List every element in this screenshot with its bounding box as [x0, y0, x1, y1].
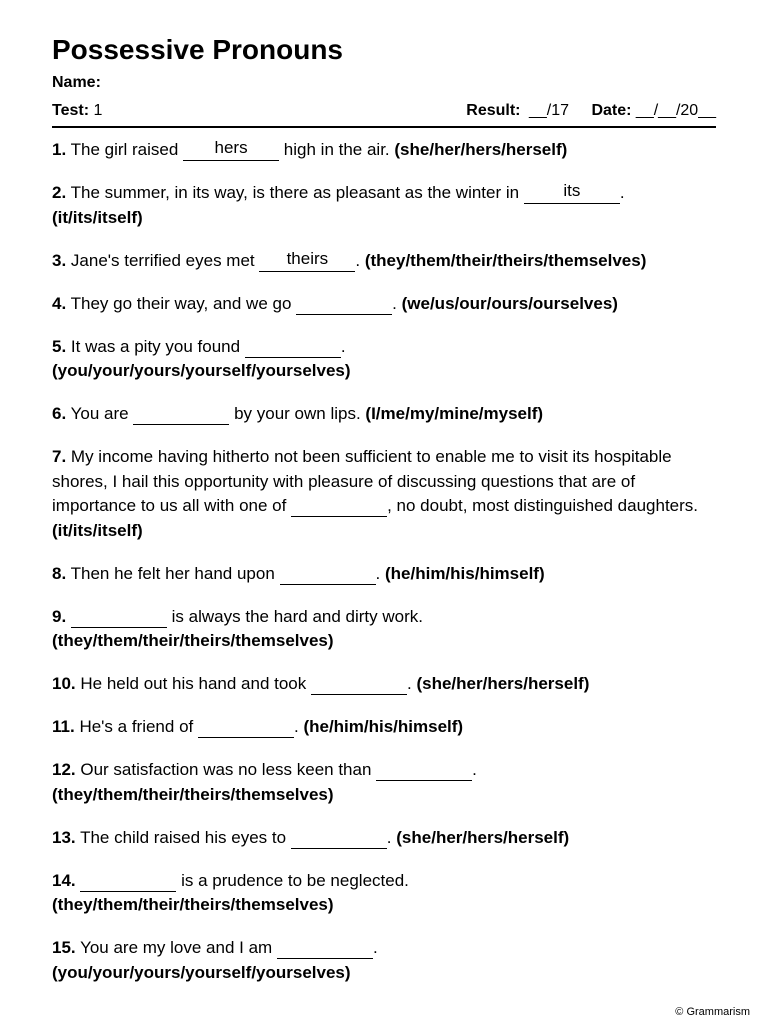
question-text-before: It was a pity you found — [70, 336, 241, 356]
pronoun-options: (I/me/my/mine/myself) — [365, 404, 544, 423]
answer-text — [357, 672, 362, 691]
question-text-before: Our satisfaction was no less keen than — [80, 760, 372, 779]
answer-text: its — [563, 181, 581, 200]
pronoun-options: (it/its/itself) — [52, 520, 143, 540]
question-list — [52, 138, 716, 985]
pronoun-options: (they/them/their/theirs/themselves) — [52, 784, 334, 804]
question-text-before: He's a friend of — [79, 717, 194, 736]
question-text-after: . — [340, 336, 346, 356]
question-text-before: You are my love and I am — [80, 938, 273, 957]
answer-blank[interactable] — [71, 609, 167, 628]
answer-blank[interactable] — [245, 339, 341, 358]
question-text-after: , no doubt, most distinguished daughters. — [387, 496, 699, 515]
pronoun-options: (it/its/itself) — [52, 207, 143, 227]
question-number: 6. — [52, 404, 67, 423]
result-date-info — [466, 100, 716, 122]
answer-text — [342, 292, 347, 311]
question-number: 2. — [52, 183, 67, 202]
answer-blank[interactable] — [291, 498, 387, 517]
answer-text — [323, 936, 328, 955]
question-item — [52, 562, 716, 587]
pronoun-options: (you/your/yours/yourself/yourselves) — [52, 962, 351, 982]
test-info — [52, 100, 102, 122]
question-item — [52, 672, 716, 697]
answer-text — [290, 335, 295, 354]
question-text-before: Jane's terrified eyes met — [70, 250, 255, 270]
question-text-after: is a prudence to be neglected. — [181, 870, 409, 890]
result-label: Result: — [466, 102, 521, 119]
question-text-after: high in the air. — [283, 140, 390, 159]
pronoun-options: (she/her/hers/herself) — [394, 140, 568, 159]
answer-text — [422, 758, 427, 777]
pronoun-options: (they/them/their/theirs/themselves) — [52, 895, 334, 914]
answer-text — [179, 402, 184, 421]
answer-blank[interactable] — [311, 676, 407, 695]
question-number: 3. — [52, 250, 67, 270]
answer-text — [126, 869, 131, 888]
answer-text — [325, 562, 330, 581]
answer-text — [337, 494, 342, 513]
pronoun-options: (she/her/hers/herself) — [396, 827, 570, 847]
question-number: 5. — [52, 336, 67, 356]
pronoun-options: (she/her/hers/herself) — [416, 674, 590, 693]
question-text-after: . — [392, 293, 397, 313]
question-number: 14. — [52, 870, 76, 890]
question-item — [52, 826, 716, 851]
answer-blank[interactable] — [277, 940, 373, 959]
question-item — [52, 181, 716, 230]
page-title: Possessive Pronouns — [52, 34, 344, 65]
question-text-before: He held out his hand and took — [80, 674, 307, 693]
question-text-before: You are — [70, 404, 129, 423]
question-text-after: . — [375, 563, 381, 583]
test-meta-row — [52, 100, 716, 128]
answer-blank[interactable] — [259, 248, 355, 272]
question-text-after: . — [407, 674, 412, 693]
name-field — [52, 72, 716, 94]
question-text-after: . — [355, 250, 361, 270]
answer-text — [117, 605, 122, 624]
question-item — [52, 292, 716, 317]
pronoun-options: (he/him/his/himself) — [384, 563, 545, 583]
question-item — [52, 335, 716, 384]
question-text-before: Then he felt her hand upon — [70, 563, 275, 583]
question-item — [52, 445, 716, 543]
question-text-after: . — [386, 827, 392, 847]
pronoun-options: (they/them/their/theirs/themselves) — [364, 250, 647, 270]
question-item — [52, 758, 716, 807]
question-text-after: . — [472, 760, 477, 779]
answer-blank[interactable] — [280, 566, 376, 585]
test-label: Test: — [52, 102, 90, 119]
answer-blank[interactable] — [524, 181, 620, 204]
name-label: Name: — [52, 74, 101, 91]
question-text-before: The child raised his eyes to — [80, 827, 287, 847]
question-item — [52, 249, 716, 274]
answer-blank[interactable] — [80, 873, 176, 892]
question-text-before: My income having hitherto not been sufficient to enable me to visit its hospitable shores, I hail this opportunity with pleasure of discussing questions that are of importance to us all with one of — [52, 447, 672, 515]
question-number: 1. — [52, 140, 67, 159]
question-number: 13. — [52, 827, 76, 847]
answer-text — [244, 715, 249, 734]
question-text-after: is always the hard and dirty work. — [171, 606, 423, 626]
answer-blank[interactable] — [133, 406, 229, 425]
answer-blank[interactable] — [376, 762, 472, 781]
question-item — [52, 869, 716, 918]
result-value: __/17 — [528, 102, 569, 119]
question-number: 11. — [52, 717, 75, 736]
question-text-after: . — [293, 717, 299, 736]
pronoun-options: (we/us/our/ours/ourselves) — [401, 293, 618, 313]
question-number: 9. — [52, 606, 67, 626]
answer-blank[interactable] — [291, 830, 387, 849]
answer-blank[interactable] — [198, 719, 294, 738]
question-number: 7. — [52, 447, 67, 466]
answer-blank[interactable] — [183, 138, 279, 161]
answer-text: hers — [214, 138, 248, 157]
question-text-before: The summer, in its way, is there as pleasant as the winter in — [70, 183, 520, 202]
question-number: 15. — [52, 938, 76, 957]
question-text-before: They go their way, and we go — [70, 293, 292, 313]
worksheet — [52, 32, 716, 1004]
pronoun-options: (they/them/their/theirs/themselves) — [52, 631, 334, 650]
date-label: Date: — [591, 102, 632, 119]
question-number: 10. — [52, 674, 76, 693]
date-value: __/__/20__ — [635, 102, 716, 119]
date-group — [591, 102, 716, 119]
question-item — [52, 936, 716, 985]
question-text-before: The girl raised — [70, 140, 179, 159]
question-item — [52, 605, 716, 654]
question-number: 8. — [52, 563, 67, 583]
question-item — [52, 715, 716, 740]
question-text-after: . — [619, 183, 625, 202]
answer-text — [336, 826, 341, 845]
question-number: 4. — [52, 293, 67, 313]
question-text-after: . — [372, 938, 378, 957]
answer-text: theirs — [286, 248, 329, 268]
test-value: 1 — [93, 102, 103, 119]
question-text-after: by your own lips. — [234, 404, 361, 423]
question-number: 12. — [52, 760, 76, 779]
question-item — [52, 138, 716, 163]
pronoun-options: (you/your/yours/yourself/yourselves) — [52, 361, 351, 380]
question-item — [52, 402, 716, 427]
pronoun-options: (he/him/his/himself) — [303, 717, 464, 736]
copyright: © Grammarism — [675, 1006, 750, 1018]
answer-blank[interactable] — [296, 296, 392, 315]
